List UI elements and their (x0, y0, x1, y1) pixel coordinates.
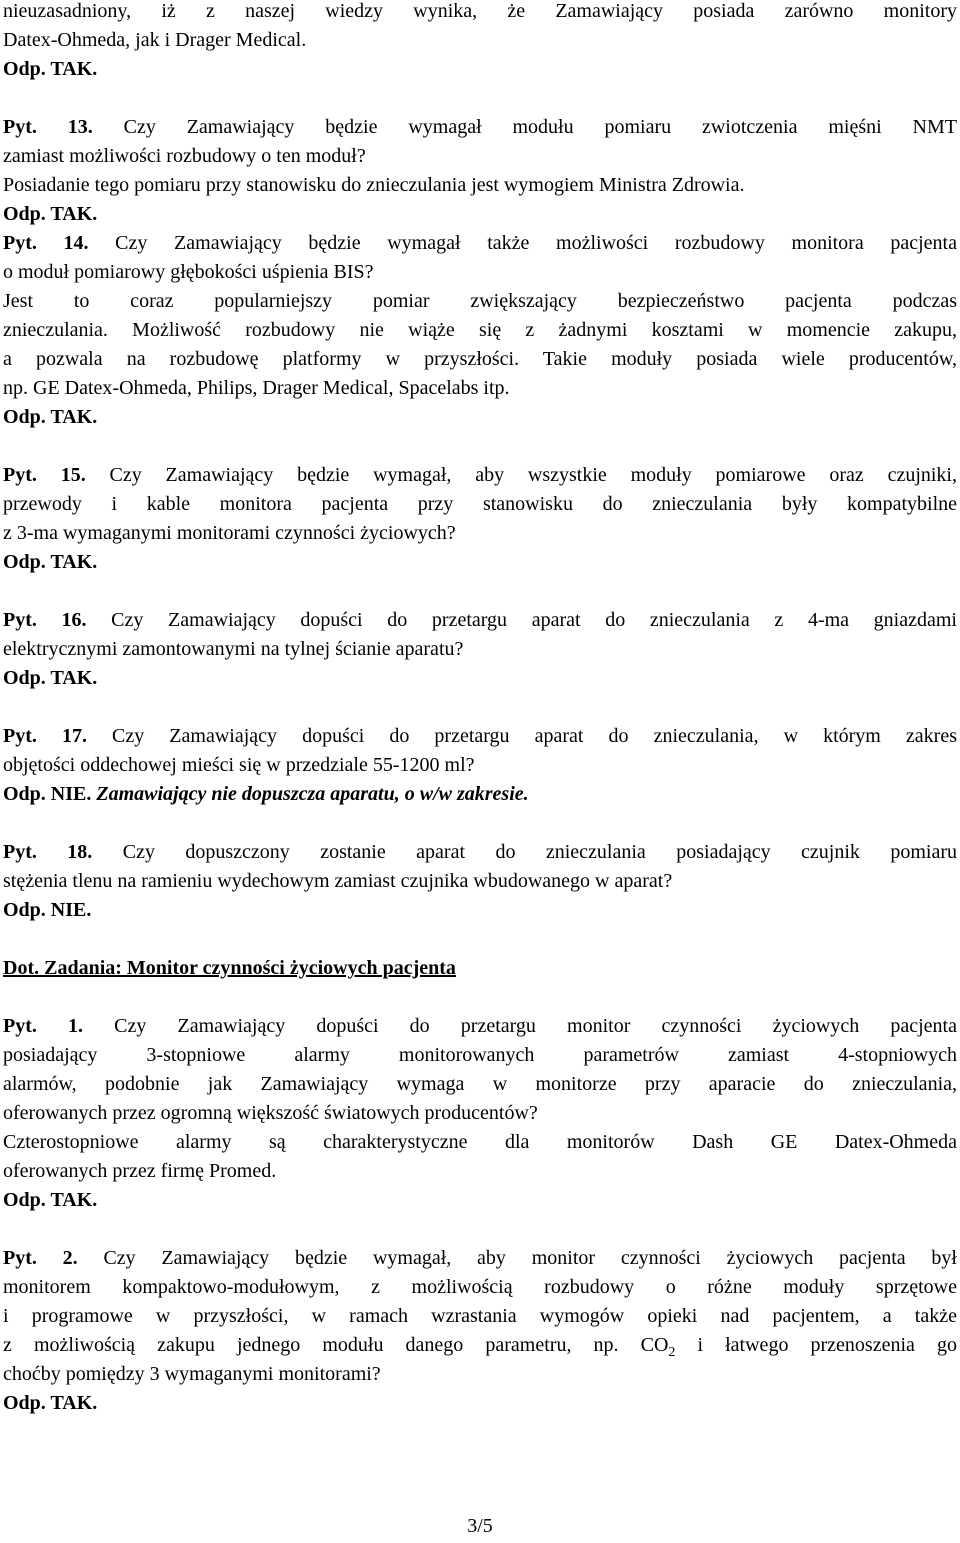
text-line (3, 374, 957, 403)
text-line (3, 867, 957, 896)
text-line (3, 1128, 957, 1157)
blank-line (3, 693, 957, 722)
page-number: 3/5 (467, 1515, 493, 1537)
label-text: Odp. NIE. (3, 899, 92, 921)
body-text: Czy Zamawiający będzie wymagał modułu pomiaru zwiotczenia mięśni NMT (92, 116, 957, 138)
blank-line (3, 84, 957, 113)
body-text: Czy Zamawiający dopuści do przetargu aparat do znieczulania z 4-ma gniazdami (86, 609, 957, 631)
text-line (3, 142, 957, 171)
body-text: Czy Zamawiający będzie wymagał, aby monitor czynności życiowych pacjenta był (77, 1247, 957, 1269)
text-line (3, 171, 957, 200)
body-text: posiadający 3-stopniowe alarmy monitorowanych parametrów zamiast 4-stopniowych (3, 1044, 957, 1066)
body-text: zamiast możliwości rozbudowy o ten moduł? (3, 145, 366, 167)
text-line (3, 1360, 957, 1389)
text-line (3, 316, 957, 345)
text-line (3, 896, 957, 925)
body-text: choćby pomiędzy 3 wymaganymi monitorami? (3, 1363, 381, 1385)
text-line (3, 780, 957, 809)
text-line (3, 954, 957, 983)
label-text: Odp. TAK. (3, 667, 98, 689)
label-text: Pyt. 18. (3, 841, 93, 863)
body-text: o moduł pomiarowy głębokości uśpienia BIS? (3, 261, 374, 283)
body-text: Czy Zamawiający będzie wymagał także możliwości rozbudowy monitora pacjenta (88, 232, 957, 254)
text-line (3, 1186, 957, 1215)
body-text: Jest to coraz popularniejszy pomiar zwiększający bezpieczeństwo pacjenta podczas (3, 290, 957, 312)
text-line (3, 200, 957, 229)
text-line (3, 0, 957, 26)
body-text: z 3-ma wymaganymi monitorami czynności życiowych? (3, 522, 456, 544)
body-text: znieczulania. Możliwość rozbudowy nie wiąże się z żadnymi kosztami w momencie zakupu, (3, 319, 957, 341)
text-line (3, 606, 957, 635)
body-text: np. GE Datex-Ohmeda, Philips, Drager Medical, Spacelabs itp. (3, 377, 510, 399)
text-line (3, 461, 957, 490)
label-text: Odp. TAK. (3, 203, 98, 225)
text-line (3, 258, 957, 287)
label-text: Odp. NIE. (3, 783, 92, 805)
text-line (3, 722, 957, 751)
text-line (3, 751, 957, 780)
text-line (3, 1389, 957, 1418)
label-text: Pyt. 16. (3, 609, 87, 631)
text-line (3, 113, 957, 142)
text-line (3, 1273, 957, 1302)
body-text: Czy dopuszczony zostanie aparat do znieczulania posiadający czujnik pomiaru (92, 841, 957, 863)
text-line (3, 403, 957, 432)
body-text: Czy Zamawiający dopuści do przetargu aparat do znieczulania, w którym zakres (86, 725, 957, 747)
body-text: alarmów, podobnie jak Zamawiający wymaga w monitorze przy aparacie do znieczulania, (3, 1073, 957, 1095)
body-text: przewody i kable monitora pacjenta przy stanowisku do znieczulania były kompatybilne (3, 493, 957, 515)
body-text: a pozwala na rozbudowę platformy w przyszłości. Takie moduły posiada wiele producentów, (3, 348, 957, 370)
text-line (3, 1070, 957, 1099)
text-line (3, 1012, 957, 1041)
body-text: monitorem kompaktowo-modułowym, z możliwością rozbudowy o różne moduły sprzętowe (3, 1276, 957, 1298)
body-text: oferowanych przez firmę Promed. (3, 1160, 277, 1182)
body-text: Czy Zamawiający będzie wymagał, aby wszystkie moduły pomiarowe oraz czujniki, (85, 464, 957, 486)
label-text: Odp. TAK. (3, 1392, 98, 1414)
label-text: Odp. TAK. (3, 406, 98, 428)
text-line (3, 1099, 957, 1128)
body-text: nieuzasadniony, iż z naszej wiedzy wynika, że Zamawiający posiada zarówno monitory (3, 0, 957, 22)
label-text: Pyt. 2. (3, 1247, 78, 1269)
label-text: Odp. TAK. (3, 58, 98, 80)
body-text: elektrycznymi zamontowanymi na tylnej ścianie aparatu? (3, 638, 464, 660)
body-text: Datex-Ohmeda, jak i Drager Medical. (3, 29, 307, 51)
blank-line (3, 432, 957, 461)
body-text: i łatwego przenoszenia go (675, 1334, 957, 1356)
text-line (3, 229, 957, 258)
text-line (3, 635, 957, 664)
label-text: Pyt. 15. (3, 464, 86, 486)
body-text: Czterostopniowe alarmy są charakterystyczne dla monitorów Dash GE Datex-Ohmeda (3, 1131, 957, 1153)
text-line (3, 1331, 957, 1360)
text-line (3, 1157, 957, 1186)
blank-line (3, 809, 957, 838)
text-line (3, 1244, 957, 1273)
text-line (3, 55, 957, 84)
label-text: Pyt. 17. (3, 725, 87, 747)
blank-line (3, 925, 957, 954)
blank-line (3, 983, 957, 1012)
label-text: Pyt. 1. (3, 1015, 84, 1037)
text-line (3, 1041, 957, 1070)
text-line (3, 548, 957, 577)
section-heading: Dot. Zadania: Monitor czynności życiowych pacjenta (3, 957, 456, 979)
text-line (3, 1302, 957, 1331)
body-text: Posiadanie tego pomiaru przy stanowisku do znieczulania jest wymogiem Ministra Zdrowia. (3, 174, 745, 196)
body-text: Zamawiający nie dopuszcza aparatu, o w/w zakresie. (91, 783, 529, 805)
text-line (3, 26, 957, 55)
body-text: i programowe w przyszłości, w ramach wzrastania wymogów opieki nad pacjentem, a także (3, 1305, 957, 1327)
body-text: stężenia tlenu na ramieniu wydechowym zamiast czujnika wbudowanego w aparat? (3, 870, 673, 892)
body-text: objętości oddechowej mieści się w przedziale 55-1200 ml? (3, 754, 475, 776)
body-text: oferowanych przez ogromną większość światowych producentów? (3, 1102, 538, 1124)
label-text: Odp. TAK. (3, 551, 98, 573)
text-line (3, 345, 957, 374)
body-text: Czy Zamawiający dopuści do przetargu monitor czynności życiowych pacjenta (83, 1015, 957, 1037)
blank-line (3, 1215, 957, 1244)
text-line (3, 838, 957, 867)
text-line (3, 287, 957, 316)
text-line (3, 519, 957, 548)
label-text: Pyt. 13. (3, 116, 93, 138)
body-text: z możliwością zakupu jednego modułu danego parametru, np. CO (3, 1334, 669, 1356)
blank-line (3, 577, 957, 606)
text-line (3, 490, 957, 519)
body-text: 2 (668, 1345, 676, 1360)
label-text: Odp. TAK. (3, 1189, 98, 1211)
text-line (3, 664, 957, 693)
label-text: Pyt. 14. (3, 232, 89, 254)
